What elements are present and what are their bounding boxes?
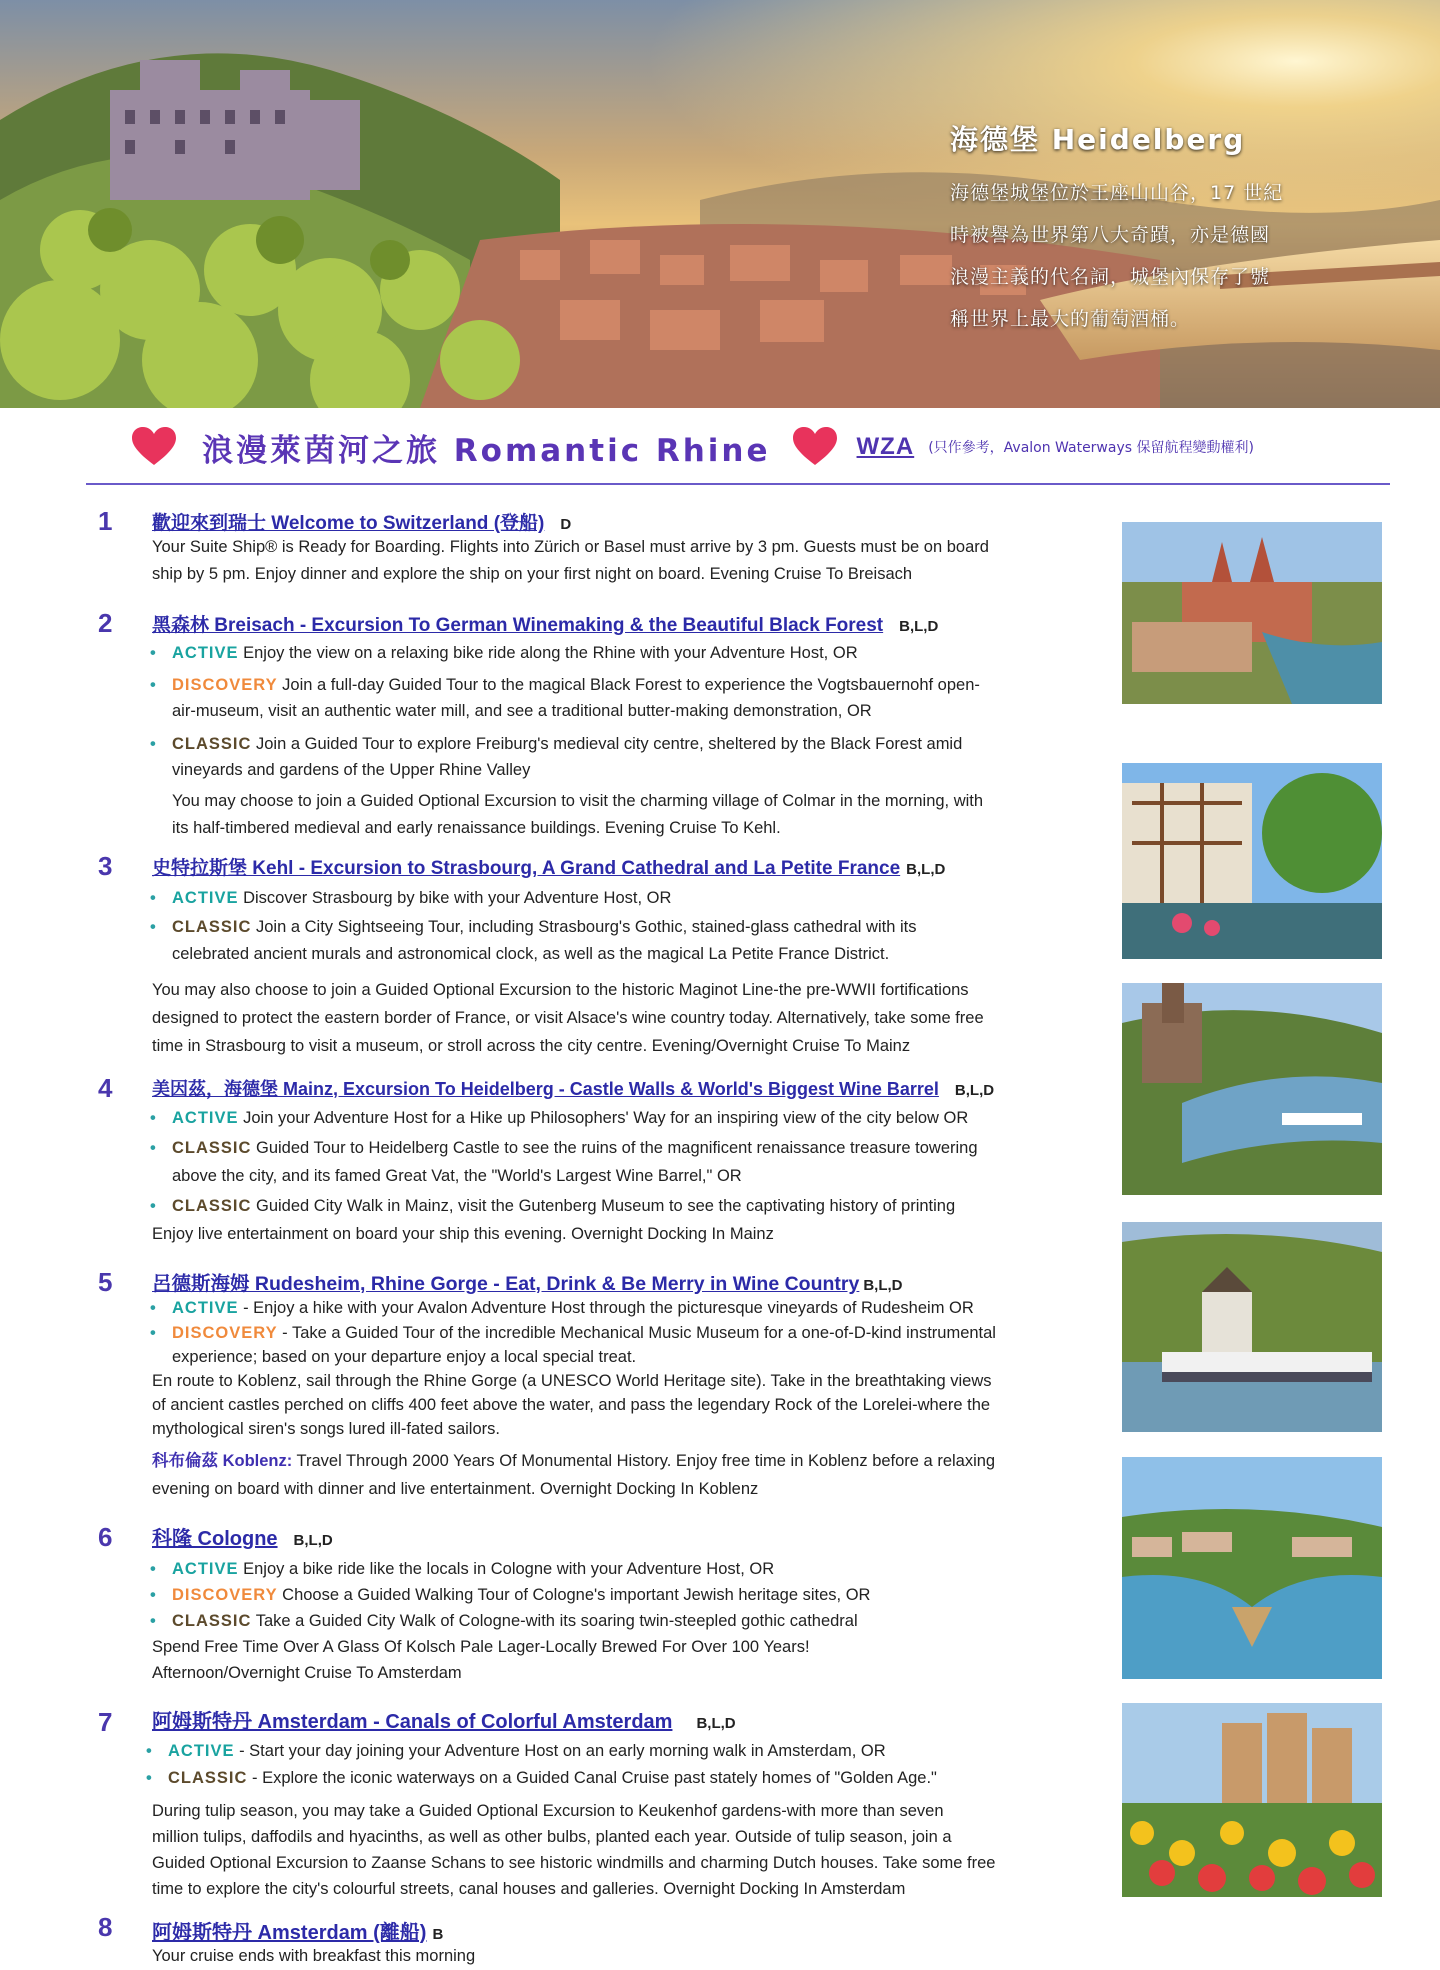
- day-text: You may also choose to join a Guided Optional Excursion to the historic Maginot Line-the pre-WWII fortifications: [152, 981, 969, 999]
- koblenz-text: Travel Through 2000 Years Of Monumental History. Enjoy free time in Koblenz before a relaxing: [292, 1452, 996, 1470]
- day-text: You may choose to join a Guided Optional Excursion to visit the charming village of Colmar in the morning, with: [172, 792, 984, 810]
- activity-item: [172, 731, 962, 757]
- hero-line: 海德堡城堡位於王座山山谷，17 世紀: [950, 182, 1284, 204]
- day-number: 6: [98, 1522, 113, 1552]
- meals: B,L,D: [906, 861, 946, 878]
- day-title: [152, 1268, 903, 1296]
- day-text: Spend Free Time Over A Glass Of Kolsch Pale Lager-Locally Brewed For Over 100 Years!: [152, 1638, 810, 1656]
- meals: B,L,D: [293, 1532, 333, 1549]
- day-title-link[interactable]: 科隆 Cologne: [152, 1528, 278, 1550]
- activity-text: Join a City Sightseeing Tour, including Strasbourg's Gothic, stained-glass cathedral with its: [251, 918, 917, 936]
- heart-icon: [132, 427, 176, 467]
- hero-line: 浪漫主義的代名詞，城堡內保存了號: [950, 266, 1271, 288]
- hero-banner: [0, 0, 1440, 408]
- activity-item: [172, 1582, 870, 1608]
- activity-text: - Take a Guided Tour of the incredible Mechanical Music Museum for a one-of-D-kind instrumental: [277, 1324, 996, 1342]
- day-title-link[interactable]: 歡迎來到瑞士 Welcome to Switzerland (登船): [152, 513, 545, 534]
- activity-text: Enjoy a bike ride like the locals in Cologne with your Adventure Host, OR: [238, 1560, 775, 1578]
- day-title-link[interactable]: 阿姆斯特丹 Amsterdam - Canals of Colorful Amsterdam: [152, 1711, 673, 1733]
- activity-text: - Start your day joining your Adventure Host on an early morning walk in Amsterdam, OR: [234, 1742, 886, 1760]
- day-text: of ancient castles perched on cliffs 400 feet above the water, and pass the legendary Rock of the Lorelei-where the: [152, 1396, 991, 1414]
- activity-tag: CLASSIC: [172, 1197, 252, 1215]
- activity-tag: ACTIVE: [172, 1299, 239, 1317]
- amsterdam-tulips-photo: [1122, 1703, 1382, 1897]
- activity-tag: CLASSIC: [172, 1612, 252, 1630]
- activity-tag: DISCOVERY: [172, 1586, 278, 1604]
- activity-text: Guided Tour to Heidelberg Castle to see the ruins of the magnificent renaissance treasure towering: [251, 1139, 978, 1157]
- tour-code-link[interactable]: WZA: [856, 433, 915, 460]
- day-title: [152, 610, 938, 637]
- activity-tag: ACTIVE: [172, 1109, 239, 1127]
- activity-text: - Explore the iconic waterways on a Guided Canal Cruise past stately homes of "Golden Age.": [247, 1769, 937, 1787]
- activity-tag: DISCOVERY: [172, 676, 278, 694]
- activity-continuation: air-museum, visit an authentic water mill, and see a traditional butter-making demonstration, OR: [172, 702, 872, 720]
- day-text: time to explore the city's colourful streets, canal houses and galleries. Overnight Docking In Amsterdam: [152, 1880, 906, 1898]
- tour-disclaimer: (只作參考，Avalon Waterways 保留航程變動權利): [928, 440, 1254, 456]
- day-text: Your cruise ends with breakfast this morning: [152, 1947, 476, 1965]
- activity-item: [168, 1738, 886, 1764]
- activity-tag: ACTIVE: [172, 1560, 239, 1578]
- title-divider: [86, 483, 1390, 485]
- strasbourg-photo: [1122, 763, 1382, 959]
- activity-tag: CLASSIC: [172, 735, 252, 753]
- hero-line: 時被譽為世界第八大奇蹟，亦是德國: [950, 224, 1271, 246]
- meals: B,L,D: [696, 1715, 736, 1732]
- day-text: million tulips, daffodils and hyacinths, as well as other bulbs, planted each year. Outside of tulip season, join a: [152, 1828, 952, 1846]
- activity-tag: ACTIVE: [168, 1742, 235, 1760]
- activity-item: [172, 885, 671, 911]
- tour-title-bar: [132, 422, 1352, 472]
- hero-caption: [950, 118, 1350, 340]
- activity-tag: DISCOVERY: [172, 1324, 278, 1342]
- day-number: 3: [98, 851, 113, 881]
- activity-continuation: vineyards and gardens of the Upper Rhine Valley: [172, 761, 531, 779]
- activity-item: [168, 1765, 937, 1791]
- day-text: En route to Koblenz, sail through the Rhine Gorge (a UNESCO World Heritage site). Take in the breathtaking views: [152, 1372, 992, 1390]
- activity-text: Choose a Guided Walking Tour of Cologne's important Jewish heritage sites, OR: [277, 1586, 871, 1604]
- activity-item: [172, 1105, 968, 1131]
- meals: B,L,D: [954, 1082, 995, 1099]
- hero-title: 海德堡 Heidelberg: [950, 123, 1246, 156]
- basel-photo: [1122, 522, 1382, 704]
- day-title: [152, 1916, 443, 1945]
- day-title: [152, 1075, 994, 1101]
- activity-item: [172, 1608, 858, 1634]
- day-text: During tulip season, you may take a Guided Optional Excursion to Keukenhof gardens-with more than seven: [152, 1802, 944, 1820]
- hero-description: [950, 172, 1350, 340]
- day-title-link[interactable]: 美因茲，海德堡 Mainz, Excursion To Heidelberg - Castle Walls & World's Biggest Wine Barrel: [152, 1079, 939, 1099]
- activity-continuation: celebrated ancient murals and astronomical clock, as well as the magical La Petite France District.: [172, 945, 890, 963]
- activity-continuation: above the city, and its famed Great Vat, the "World's Largest Wine Barrel," OR: [172, 1167, 742, 1185]
- day-title-link[interactable]: 阿姆斯特丹 Amsterdam (離船): [152, 1922, 427, 1944]
- day-number: 2: [98, 608, 113, 638]
- day-text: Your Suite Ship® is Ready for Boarding. Flights into Zürich or Basel must arrive by 3 pm. Guests must be on board: [152, 538, 989, 556]
- activity-text: Take a Guided City Walk of Cologne-with its soaring twin-steepled gothic cathedral: [251, 1612, 858, 1630]
- activity-tag: CLASSIC: [172, 1139, 252, 1157]
- day-text: its half-timbered medieval and early renaissance buildings. Evening Cruise To Kehl.: [172, 819, 781, 837]
- day-number: 8: [98, 1912, 113, 1942]
- activity-tag: CLASSIC: [172, 918, 252, 936]
- day-text: Enjoy live entertainment on board your ship this evening. Overnight Docking In Mainz: [152, 1225, 774, 1243]
- day-title: [152, 853, 945, 880]
- activity-tag: ACTIVE: [172, 889, 239, 907]
- koblenz-label: 科布倫茲 Koblenz:: [152, 1452, 293, 1470]
- day-text: time in Strasbourg to visit a museum, or stroll across the city centre. Evening/Overnight Cruise To Mainz: [152, 1037, 911, 1055]
- day-text: mythological siren's songs lured ill-fated sailors.: [152, 1420, 500, 1438]
- activity-item: [172, 1321, 996, 1345]
- activity-continuation: experience; based on your departure enjoy a local special treat.: [172, 1348, 637, 1366]
- day-number: 7: [98, 1707, 113, 1737]
- meals: D: [560, 516, 572, 533]
- meals: B: [432, 1926, 444, 1943]
- day-number: 5: [98, 1267, 113, 1297]
- day-number: 4: [98, 1073, 113, 1103]
- day-text: ship by 5 pm. Enjoy dinner and explore the ship on your first night on board. Evening Cruise To Breisach: [152, 565, 913, 583]
- activity-text: Join a Guided Tour to explore Freiburg's medieval city centre, sheltered by the Black Forest amid: [251, 735, 963, 753]
- day-text: Guided Optional Excursion to Zaanse Schans to see historic windmills and charming Dutch houses. Take some free: [152, 1854, 996, 1872]
- tour-title: 浪漫萊茵河之旅 Romantic Rhine: [202, 432, 771, 469]
- koblenz-text: evening on board with dinner and live entertainment. Overnight Docking In Koblenz: [152, 1480, 759, 1498]
- activity-item: [172, 1135, 978, 1161]
- hero-line: 稱世界上最大的葡萄酒桶。: [950, 308, 1191, 330]
- activity-text: Guided City Walk in Mainz, visit the Gutenberg Museum to see the captivating history of printing: [251, 1197, 956, 1215]
- heart-icon: [793, 427, 837, 467]
- activity-tag: ACTIVE: [172, 644, 239, 662]
- activity-item: [172, 640, 858, 666]
- activity-text: Discover Strasbourg by bike with your Adventure Host, OR: [238, 889, 672, 907]
- day-title: [152, 1705, 736, 1734]
- activity-item: [172, 1296, 974, 1320]
- koblenz-photo: [1122, 1457, 1382, 1679]
- day-title: [152, 508, 571, 535]
- activity-item: [172, 1193, 955, 1219]
- day-text: designed to protect the eastern border of France, or visit Alsace's wine country today. Alternatively, take some free: [152, 1009, 984, 1027]
- day-title: [152, 1522, 333, 1551]
- day-number: 1: [98, 506, 113, 536]
- activity-text: Join your Adventure Host for a Hike up Philosophers' Way for an inspiring view of the city below OR: [238, 1109, 969, 1127]
- meals: B,L,D: [863, 1277, 903, 1294]
- day-title-link[interactable]: 黑森林 Breisach - Excursion To German Winemaking & the Beautiful Black Forest: [152, 615, 884, 636]
- activity-text: - Enjoy a hike with your Avalon Adventure Host through the picturesque vineyards of Rudesheim OR: [238, 1299, 974, 1317]
- activity-item: [172, 672, 980, 698]
- day-title-link[interactable]: 呂德斯海姆 Rudesheim, Rhine Gorge - Eat, Drink & Be Merry in Wine Country: [152, 1273, 860, 1295]
- activity-text: Join a full-day Guided Tour to the magical Black Forest to experience the Vogtsbauernohf open-: [277, 676, 980, 694]
- day-text: Afternoon/Overnight Cruise To Amsterdam: [152, 1664, 462, 1682]
- activity-item: [172, 1556, 774, 1582]
- rudesheim-photo: [1122, 1222, 1382, 1432]
- koblenz-paragraph: [152, 1448, 995, 1475]
- meals: B,L,D: [899, 618, 939, 635]
- rhine-castle-photo: [1122, 983, 1382, 1195]
- activity-item: [172, 914, 916, 940]
- day-title-link[interactable]: 史特拉斯堡 Kehl - Excursion to Strasbourg, A Grand Cathedral and La Petite France: [152, 858, 901, 879]
- activity-text: Enjoy the view on a relaxing bike ride along the Rhine with your Adventure Host, OR: [238, 644, 858, 662]
- activity-tag: CLASSIC: [168, 1769, 248, 1787]
